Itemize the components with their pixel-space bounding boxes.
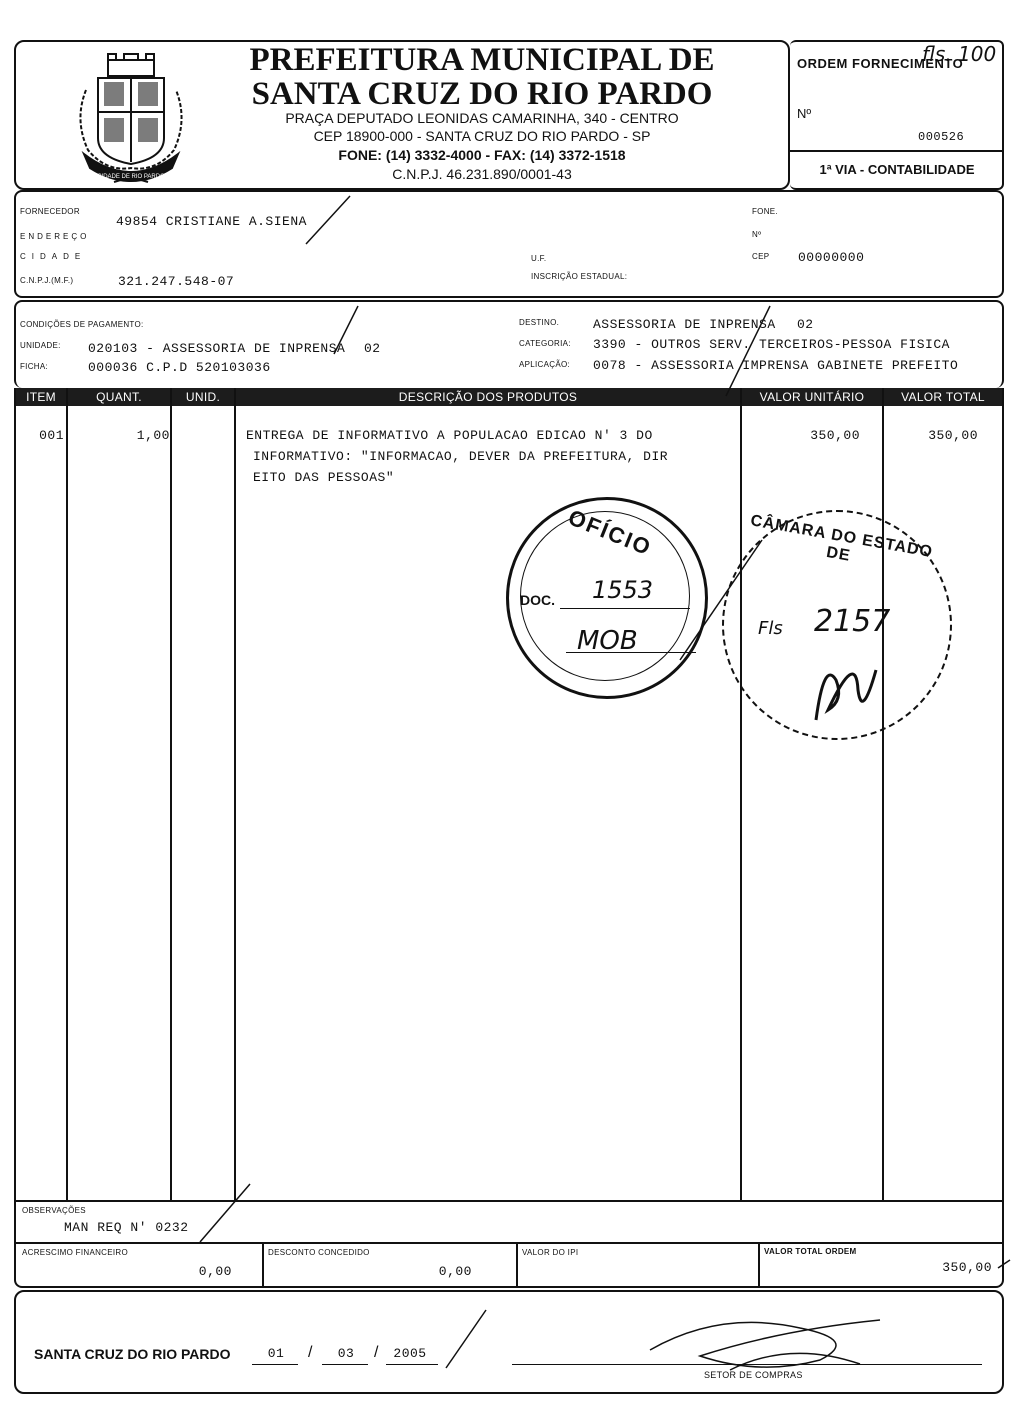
camara-stamp-fls: Fls bbox=[758, 618, 783, 639]
label-inscricao: INSCRIÇÃO ESTADUAL: bbox=[531, 272, 628, 281]
value-unidade: 020103 - ASSESSORIA DE INPRENSA bbox=[88, 341, 346, 356]
col-header-item: ITEM bbox=[16, 388, 66, 406]
label-desconto: DESCONTO CONCEDIDO bbox=[268, 1248, 370, 1257]
col-header-descricao: DESCRIÇÃO DOS PRODUTOS bbox=[236, 388, 740, 406]
header-address: PRAÇA DEPUTADO LEONIDAS CAMARINHA, 340 - CENTRO bbox=[285, 110, 679, 126]
label-fornecedor: FORNECEDOR bbox=[20, 207, 80, 216]
header-cnpj: C.N.P.J. 46.231.890/0001-43 bbox=[392, 166, 572, 182]
value-aplicacao: 0078 - ASSESSORIA IMPRENSA GABINETE PREFEITO bbox=[593, 358, 959, 373]
cell-valor-total: 350,00 bbox=[928, 428, 978, 443]
label-aplicacao: APLICAÇÃO: bbox=[519, 360, 571, 369]
header-title-line1: PREFEITURA MUNICIPAL DE bbox=[249, 42, 715, 78]
oficio-stamp-initials: MOB bbox=[577, 626, 638, 656]
order-via: 1ª VIA - CONTABILIDADE bbox=[819, 162, 975, 177]
totals-divider-3 bbox=[758, 1244, 760, 1288]
cell-quant: 1,00 bbox=[136, 428, 170, 443]
footer-year: 2005 bbox=[393, 1346, 427, 1361]
label-valor-total-ordem: VALOR TOTAL ORDEM bbox=[764, 1247, 857, 1256]
value-destino-code: 02 bbox=[797, 317, 814, 332]
label-uf: U.F. bbox=[531, 254, 547, 263]
label-destino: DESTINO. bbox=[519, 318, 560, 327]
label-categoria: CATEGORIA: bbox=[519, 339, 571, 348]
footer-year-line bbox=[386, 1364, 438, 1365]
footer-day: 01 bbox=[267, 1346, 285, 1361]
col-header-valor-total: VALOR TOTAL bbox=[884, 388, 1002, 406]
footer-city: SANTA CRUZ DO RIO PARDO bbox=[34, 1346, 231, 1362]
totals-divider-2 bbox=[516, 1244, 518, 1288]
oficio-stamp-doc-label: DOC. bbox=[520, 592, 555, 608]
footer-day-line bbox=[252, 1364, 298, 1365]
order-number: 000526 bbox=[918, 130, 965, 144]
value-unidade-code: 02 bbox=[364, 341, 381, 356]
label-acrescimo: ACRESCIMO FINANCEIRO bbox=[22, 1248, 129, 1257]
label-endereco: ENDEREÇO bbox=[20, 232, 90, 241]
label-cep: CEP bbox=[752, 252, 770, 261]
col-header-valor-unitario: VALOR UNITÁRIO bbox=[742, 388, 882, 406]
value-fornecedor: 49854 CRISTIANE A.SIENA bbox=[116, 214, 307, 229]
value-cep: 00000000 bbox=[798, 250, 865, 265]
cell-description-line2: INFORMATIVO: "INFORMACAO, DEVER DA PREFEITURA, DIR bbox=[253, 449, 669, 464]
order-label: ORDEM FORNECIMENTO bbox=[797, 56, 964, 71]
label-cidade: CIDADE bbox=[20, 252, 87, 261]
signature-label: SETOR DE COMPRAS bbox=[704, 1370, 803, 1380]
totals-divider-1 bbox=[262, 1244, 264, 1288]
fls-annotation: fls. 100 bbox=[922, 42, 997, 66]
label-fone: FONE. bbox=[752, 207, 778, 216]
label-unidade: UNIDADE: bbox=[20, 341, 61, 350]
oficio-stamp-title: OFÍCIO bbox=[564, 504, 656, 561]
value-observacoes: MAN REQ N' 0232 bbox=[64, 1220, 189, 1235]
footer-sep1: / bbox=[308, 1344, 313, 1361]
value-ficha: 000036 C.P.D 520103036 bbox=[88, 360, 271, 375]
label-numero: Nº bbox=[752, 230, 762, 239]
cell-valor-unitario: 350,00 bbox=[810, 428, 860, 443]
header-phone: FONE: (14) 3332-4000 - FAX: (14) 3372-1518 bbox=[338, 147, 626, 163]
col-header-quant: QUANT. bbox=[68, 388, 170, 406]
label-cnpj: C.N.P.J.(M.F.) bbox=[20, 276, 74, 285]
footer-month: 03 bbox=[337, 1346, 355, 1361]
order-number-label: Nº bbox=[797, 106, 812, 121]
oficio-stamp-doc-number: 1553 bbox=[592, 576, 654, 604]
label-ipi: VALOR DO IPI bbox=[522, 1248, 579, 1257]
footer-sep2: / bbox=[374, 1344, 379, 1361]
value-categoria: 3390 - OUTROS SERV. TERCEIROS-PESSOA FISICA bbox=[593, 337, 950, 352]
value-destino: ASSESSORIA DE INPRENSA bbox=[593, 317, 776, 332]
value-acrescimo: 0,00 bbox=[198, 1264, 232, 1279]
label-ficha: FICHA: bbox=[20, 362, 49, 371]
coat-of-arms-text: CIDADE DE RIO PARDO bbox=[97, 174, 165, 180]
label-condicoes: CONDIÇÕES DE PAGAMENTO: bbox=[20, 320, 144, 329]
col-header-unid: UNID. bbox=[172, 388, 234, 406]
camara-stamp-number: 2157 bbox=[814, 604, 891, 639]
header-cep: CEP 18900-000 - SANTA CRUZ DO RIO PARDO - SP bbox=[313, 128, 651, 144]
cell-description-line1: ENTREGA DE INFORMATIVO A POPULACAO EDICAO N' 3 DO bbox=[246, 428, 653, 443]
cell-item: 001 bbox=[39, 428, 64, 443]
camara-stamp-title: CÂMARA DO ESTADO DE bbox=[749, 512, 935, 565]
footer-month-line bbox=[322, 1364, 368, 1365]
value-cnpj: 321.247.548-07 bbox=[118, 274, 235, 289]
cell-description-line3: EITO DAS PESSOAS" bbox=[253, 470, 395, 485]
signature-scribble bbox=[640, 1300, 900, 1380]
value-valor-total-ordem: 350,00 bbox=[942, 1260, 992, 1275]
label-observacoes: OBSERVAÇÕES bbox=[22, 1206, 86, 1215]
header-title-line2: SANTA CRUZ DO RIO PARDO bbox=[251, 76, 713, 112]
value-desconto: 0,00 bbox=[438, 1264, 472, 1279]
